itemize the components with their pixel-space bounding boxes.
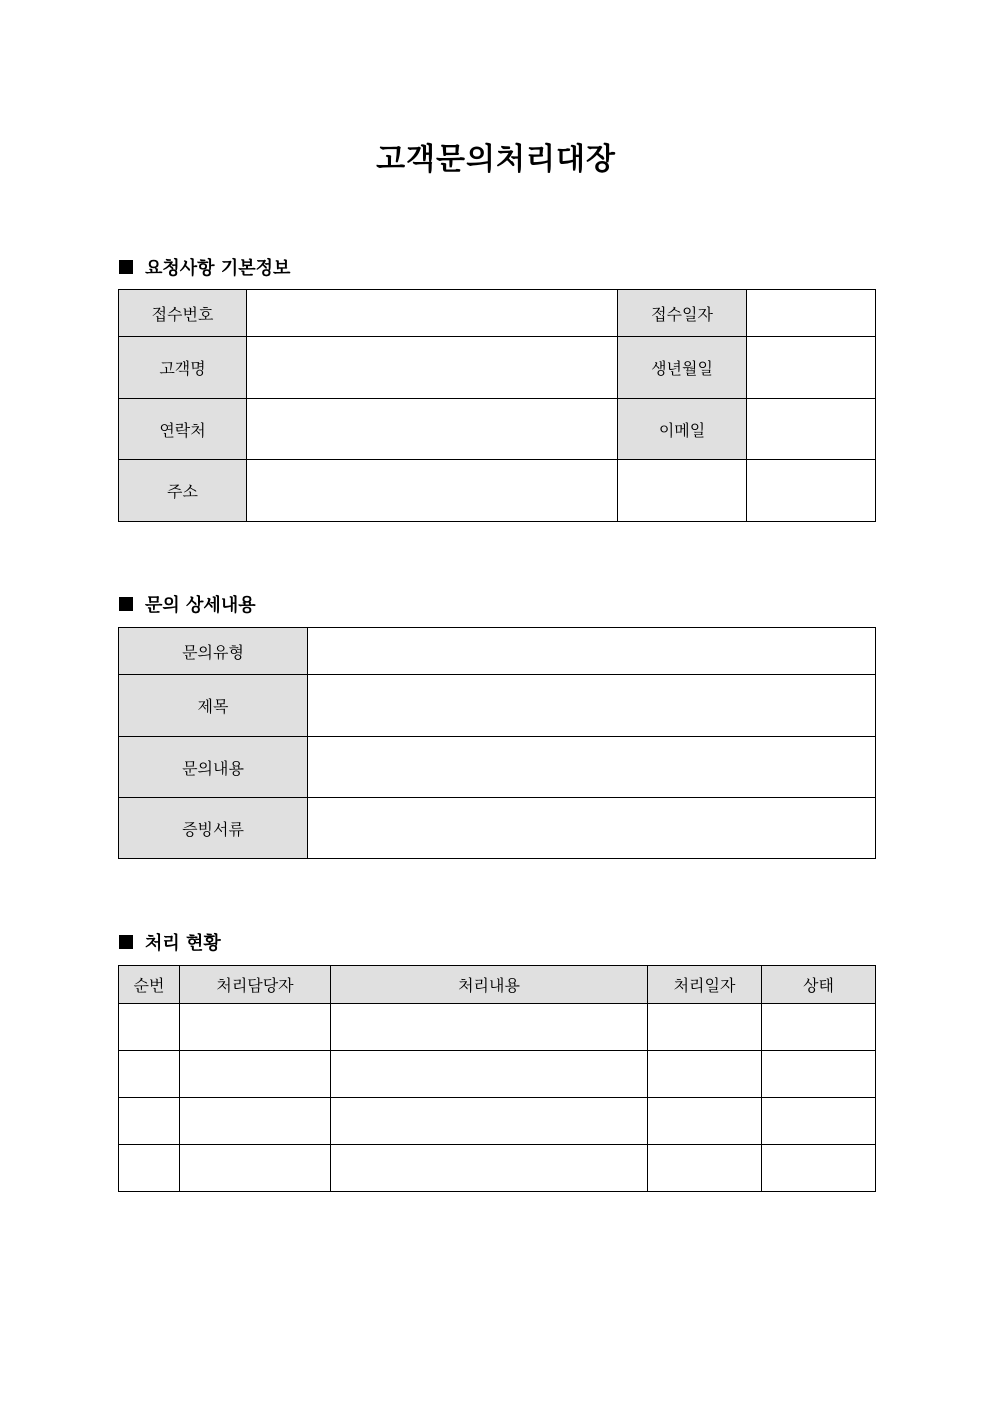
contact-field[interactable]: [247, 399, 618, 460]
inquiry-detail-table: [118, 627, 876, 859]
processing-status-table: [118, 965, 876, 1192]
receipt-date-field[interactable]: [747, 290, 876, 337]
table-cell[interactable]: [180, 1051, 331, 1098]
table-cell[interactable]: [648, 1145, 762, 1192]
table-cell[interactable]: [648, 1004, 762, 1051]
evidence-field[interactable]: [308, 798, 876, 859]
inquiry-content-label: 문의내용: [119, 737, 308, 798]
table-cell[interactable]: [180, 1145, 331, 1192]
table-cell[interactable]: [119, 1145, 180, 1192]
blank-cell[interactable]: [618, 460, 747, 522]
column-header: 처리일자: [648, 966, 762, 1004]
customer-name-field[interactable]: [247, 337, 618, 399]
inquiry-content-field[interactable]: [308, 737, 876, 798]
birthdate-field[interactable]: [747, 337, 876, 399]
table-cell[interactable]: [762, 1004, 876, 1051]
table-row: [119, 1004, 876, 1051]
table-cell[interactable]: [119, 1051, 180, 1098]
birthdate-label: 생년월일: [618, 337, 747, 399]
section-heading-processing-status: [119, 929, 221, 955]
address-label: 주소: [119, 460, 247, 522]
table-cell[interactable]: [331, 1098, 648, 1145]
receipt-number-field[interactable]: [247, 290, 618, 337]
section-heading-text: 문의 상세내용: [145, 595, 256, 616]
table-row: [119, 1051, 876, 1098]
blank-cell[interactable]: [747, 460, 876, 522]
black-square-icon: [119, 260, 133, 274]
section-heading-text: 처리 현황: [145, 933, 221, 954]
table-cell[interactable]: [119, 1004, 180, 1051]
column-header: 처리내용: [331, 966, 648, 1004]
table-cell[interactable]: [648, 1098, 762, 1145]
email-label: 이메일: [618, 399, 747, 460]
inquiry-type-field[interactable]: [308, 628, 876, 675]
table-cell[interactable]: [180, 1098, 331, 1145]
basic-info-table: [118, 289, 876, 522]
column-header: 처리담당자: [180, 966, 331, 1004]
subject-field[interactable]: [308, 675, 876, 737]
table-row: [119, 1145, 876, 1192]
column-header: 순번: [119, 966, 180, 1004]
table-cell[interactable]: [180, 1004, 331, 1051]
email-field[interactable]: [747, 399, 876, 460]
table-cell[interactable]: [331, 1051, 648, 1098]
table-cell[interactable]: [331, 1145, 648, 1192]
table-cell[interactable]: [119, 1098, 180, 1145]
receipt-date-label: 접수일자: [618, 290, 747, 337]
table-cell[interactable]: [648, 1051, 762, 1098]
inquiry-type-label: 문의유형: [119, 628, 308, 675]
column-header: 상태: [762, 966, 876, 1004]
table-cell[interactable]: [762, 1145, 876, 1192]
evidence-label: 증빙서류: [119, 798, 308, 859]
table-cell[interactable]: [762, 1051, 876, 1098]
section-heading-inquiry-detail: [119, 591, 256, 617]
black-square-icon: [119, 935, 133, 949]
page-title: 고객문의처리대장: [376, 142, 616, 177]
table-cell[interactable]: [762, 1098, 876, 1145]
subject-label: 제목: [119, 675, 308, 737]
section-heading-text: 요청사항 기본정보: [145, 258, 291, 279]
receipt-number-label: 접수번호: [119, 290, 247, 337]
contact-label: 연락처: [119, 399, 247, 460]
section-heading-basic-info: [119, 254, 290, 280]
black-square-icon: [119, 597, 133, 611]
customer-name-label: 고객명: [119, 337, 247, 399]
address-field[interactable]: [247, 460, 618, 522]
table-row: [119, 1098, 876, 1145]
table-cell[interactable]: [331, 1004, 648, 1051]
